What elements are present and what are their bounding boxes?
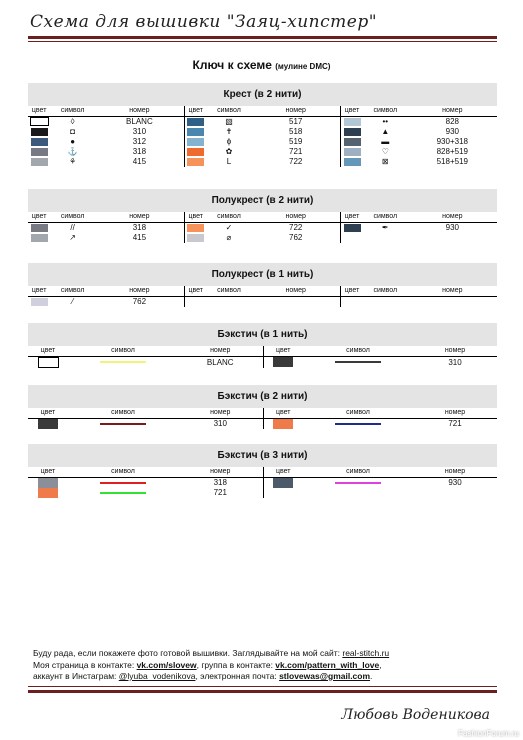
number-cell	[178, 488, 263, 498]
legend-table	[28, 467, 497, 498]
color-cell	[184, 147, 206, 157]
column-header: номер	[178, 346, 263, 357]
stitch-symbol: ▧	[225, 117, 233, 126]
number-cell	[251, 147, 340, 157]
column-header: номер	[408, 212, 497, 223]
legend-table	[28, 346, 497, 368]
number-cell	[408, 127, 497, 137]
dmc-number: 415	[132, 157, 147, 166]
header-rule-thin	[28, 41, 497, 42]
dmc-number: 762	[132, 297, 147, 306]
color-cell	[263, 357, 303, 369]
color-cell	[184, 297, 206, 308]
legend-row	[28, 157, 497, 167]
dmc-number: 519	[289, 137, 303, 146]
key-title	[0, 58, 523, 72]
stitch-symbol: ✿	[225, 147, 233, 156]
number-cell	[95, 117, 184, 128]
legend-row	[28, 357, 497, 369]
backstitch-line	[100, 361, 146, 363]
column-header: номер	[408, 106, 497, 117]
symbol-cell	[50, 117, 95, 128]
column-header: символ	[207, 106, 252, 117]
number-cell	[408, 137, 497, 147]
symbol-cell	[363, 223, 408, 234]
symbol-cell	[363, 147, 408, 157]
dmc-number: 828	[445, 117, 459, 126]
backstitch-line	[335, 361, 381, 363]
dmc-number: 721	[289, 147, 303, 156]
backstitch-line	[100, 482, 146, 484]
color-swatch	[31, 158, 48, 166]
color-swatch	[187, 158, 204, 166]
color-cell	[184, 157, 206, 167]
color-cell	[341, 223, 363, 234]
stitch-symbol: ♡	[381, 147, 389, 156]
color-cell	[28, 127, 50, 137]
color-cell	[341, 297, 363, 308]
column-header: цвет	[341, 106, 363, 117]
legend-row	[28, 127, 497, 137]
dmc-number: 518	[289, 127, 303, 136]
column-header: символ	[303, 346, 413, 357]
color-swatch	[30, 117, 49, 126]
stitch-symbol: ⊠	[381, 157, 389, 166]
section-backstitch-2	[28, 385, 497, 429]
dmc-number: 930	[445, 223, 459, 232]
dmc-number: 517	[289, 117, 303, 126]
symbol-cell	[50, 147, 95, 157]
color-swatch	[187, 224, 204, 232]
section-backstitch-1	[28, 323, 497, 368]
dmc-number: 721	[448, 419, 462, 429]
color-cell	[184, 233, 206, 243]
dmc-number: 318	[132, 147, 147, 156]
number-cell	[413, 419, 497, 430]
color-cell	[28, 297, 50, 308]
column-header: цвет	[263, 346, 303, 357]
legend-table	[28, 106, 497, 167]
color-swatch	[38, 478, 58, 488]
color-swatch	[344, 148, 361, 156]
number-cell	[95, 137, 184, 147]
color-swatch	[187, 234, 204, 242]
symbol-cell	[207, 223, 252, 234]
color-cell	[184, 127, 206, 137]
dmc-number: 930	[448, 478, 462, 488]
column-header: цвет	[28, 212, 50, 223]
color-swatch	[187, 138, 204, 146]
color-cell	[28, 223, 50, 234]
number-cell	[408, 147, 497, 157]
stitch-symbol: ⌀	[226, 233, 232, 242]
symbol-cell	[363, 137, 408, 147]
stitch-symbol: ⚘	[69, 157, 77, 166]
number-cell	[251, 157, 340, 167]
column-header: номер	[251, 106, 340, 117]
symbol-cell	[207, 233, 252, 243]
legend-row	[28, 117, 497, 128]
stitch-symbol: ▬	[381, 137, 390, 146]
column-header: цвет	[28, 106, 50, 117]
document-title: Схема для вышивки "Заяц-хипстер"	[30, 12, 378, 32]
stitch-symbol: ɸ	[226, 137, 232, 146]
column-header: номер	[251, 286, 340, 297]
column-header: цвет	[28, 286, 50, 297]
symbol-cell	[303, 478, 413, 489]
number-cell	[413, 357, 497, 369]
color-cell	[341, 147, 363, 157]
watermark: FashionForum.ru	[458, 729, 519, 738]
email-link[interactable]: stlovewas@gmail.com	[279, 671, 371, 681]
color-swatch	[38, 419, 58, 429]
section-title: Полукрест (в 1 нить)	[28, 263, 497, 286]
number-cell	[408, 223, 497, 234]
color-cell	[28, 233, 50, 243]
section-title: Бэкстич (в 2 нити)	[28, 385, 497, 408]
symbol-cell	[68, 419, 178, 430]
site-link[interactable]: real-stitch.ru	[342, 648, 390, 658]
section-backstitch-3	[28, 444, 497, 498]
column-header: номер	[178, 408, 263, 419]
dmc-number: 762	[289, 233, 303, 242]
color-cell	[263, 478, 303, 489]
column-header: цвет	[341, 212, 363, 223]
number-cell	[95, 233, 184, 243]
backstitch-line	[335, 423, 381, 425]
color-cell	[28, 137, 50, 147]
number-cell	[95, 157, 184, 167]
symbol-cell	[68, 357, 178, 369]
color-cell	[184, 137, 206, 147]
color-cell	[263, 488, 303, 498]
symbol-cell	[50, 233, 95, 243]
color-cell	[341, 137, 363, 147]
color-cell	[263, 419, 303, 430]
backstitch-line	[335, 482, 381, 484]
number-cell	[251, 233, 340, 243]
column-header: символ	[50, 286, 95, 297]
symbol-cell	[68, 488, 178, 498]
dmc-number: 930	[445, 127, 459, 136]
footer-line-1: Буду рада, если покажете фото готовой вышивки. Заглядывайте на мой сайт: real-stitch.ru	[33, 648, 390, 658]
color-swatch	[187, 148, 204, 156]
color-cell	[28, 478, 68, 489]
symbol-cell	[207, 137, 252, 147]
dmc-number: 930+318	[436, 137, 468, 146]
symbol-cell	[50, 137, 95, 147]
legend-row	[28, 147, 497, 157]
dmc-number: 721	[213, 488, 227, 498]
color-cell	[28, 157, 50, 167]
legend-row	[28, 488, 497, 498]
dmc-number: 312	[132, 137, 147, 146]
stitch-symbol: L	[226, 157, 232, 166]
stitch-symbol: ✒	[381, 223, 389, 232]
header-rule	[28, 36, 497, 39]
footer-text	[33, 648, 389, 683]
column-header: символ	[207, 212, 252, 223]
stitch-symbol: ▲	[381, 127, 390, 136]
symbol-cell	[50, 127, 95, 137]
dmc-number: 722	[289, 157, 303, 166]
color-cell	[341, 233, 363, 243]
dmc-number: 318	[213, 478, 227, 488]
number-cell	[408, 233, 497, 243]
symbol-cell	[303, 419, 413, 430]
color-swatch	[273, 478, 293, 488]
symbol-cell	[363, 233, 408, 243]
section-title: Бэкстич (в 3 нити)	[28, 444, 497, 467]
color-swatch	[38, 488, 58, 498]
section-title: Полукрест (в 2 нити)	[28, 189, 497, 212]
dmc-number: 828+519	[436, 147, 468, 156]
vk-group-link[interactable]: vk.com/pattern_with_love	[275, 659, 380, 670]
backstitch-line	[100, 492, 146, 494]
column-header: номер	[408, 286, 497, 297]
dmc-number: 722	[289, 223, 303, 232]
legend-row	[28, 137, 497, 147]
symbol-cell	[303, 488, 413, 498]
instagram-link[interactable]: @lyuba_vodenikova	[118, 671, 196, 681]
column-header: номер	[413, 346, 497, 357]
symbol-cell	[207, 127, 252, 137]
footer-line-2: Моя страница в контакте: vk.com/slovew, группа в контакте: vk.com/pattern_with_love,	[33, 659, 382, 670]
column-header: цвет	[263, 408, 303, 419]
color-cell	[28, 117, 50, 128]
number-cell	[178, 419, 263, 430]
column-header: символ	[68, 408, 178, 419]
column-header: символ	[363, 106, 408, 117]
color-swatch	[187, 118, 204, 126]
footer-rule-thin	[28, 686, 497, 687]
color-swatch	[344, 118, 361, 126]
stitch-symbol: ⚓	[67, 147, 78, 156]
number-cell	[95, 297, 184, 308]
column-header: цвет	[263, 467, 303, 478]
legend-row	[28, 223, 497, 234]
column-header: номер	[413, 467, 497, 478]
number-cell	[251, 137, 340, 147]
symbol-cell	[363, 117, 408, 128]
color-cell	[184, 117, 206, 128]
column-header: номер	[95, 106, 184, 117]
number-cell	[408, 117, 497, 128]
dmc-number: 415	[132, 233, 147, 242]
column-header: символ	[68, 346, 178, 357]
number-cell	[408, 297, 497, 308]
column-header: цвет	[28, 408, 68, 419]
column-header: символ	[50, 106, 95, 117]
section-cross-2	[28, 83, 497, 167]
number-cell	[251, 297, 340, 308]
number-cell	[95, 223, 184, 234]
number-cell	[95, 147, 184, 157]
number-cell	[408, 157, 497, 167]
section-half-1	[28, 263, 497, 307]
column-header: номер	[178, 467, 263, 478]
color-cell	[28, 357, 68, 369]
number-cell	[95, 127, 184, 137]
symbol-cell	[207, 297, 252, 308]
dmc-number: 310	[213, 419, 227, 429]
color-swatch	[187, 128, 204, 136]
section-title: Крест (в 2 нити)	[28, 83, 497, 106]
number-cell	[178, 478, 263, 489]
color-swatch	[273, 419, 293, 429]
stitch-symbol: ••	[382, 117, 389, 126]
number-cell	[413, 478, 497, 489]
section-title: Бэкстич (в 1 нить)	[28, 323, 497, 346]
color-swatch	[31, 148, 48, 156]
column-header: цвет	[28, 346, 68, 357]
section-half-2	[28, 189, 497, 243]
stitch-symbol: ◊	[70, 117, 75, 126]
legend-table	[28, 408, 497, 429]
symbol-cell	[363, 297, 408, 308]
key-subtitle: (мулине DMC)	[275, 62, 331, 71]
symbol-cell	[50, 157, 95, 167]
vk-page-link[interactable]: vk.com/slovew	[136, 659, 197, 670]
legend-table	[28, 212, 497, 243]
number-cell	[251, 223, 340, 234]
column-header: символ	[207, 286, 252, 297]
color-swatch	[31, 138, 48, 146]
column-header: символ	[50, 212, 95, 223]
number-cell	[178, 357, 263, 369]
column-header: цвет	[184, 286, 206, 297]
color-cell	[341, 127, 363, 137]
symbol-cell	[207, 157, 252, 167]
legend-table	[28, 286, 497, 307]
stitch-symbol: ✝	[225, 127, 233, 136]
color-swatch	[344, 224, 361, 232]
stitch-symbol: ◘	[70, 127, 76, 136]
color-swatch	[344, 138, 361, 146]
symbol-cell	[50, 223, 95, 234]
column-header: символ	[68, 467, 178, 478]
column-header: цвет	[184, 106, 206, 117]
color-swatch	[344, 158, 361, 166]
color-cell	[341, 157, 363, 167]
column-header: символ	[363, 286, 408, 297]
color-cell	[28, 419, 68, 430]
symbol-cell	[50, 297, 95, 308]
color-swatch	[31, 128, 48, 136]
color-swatch	[273, 357, 293, 367]
color-swatch	[344, 128, 361, 136]
stitch-symbol: ✓	[225, 223, 233, 232]
column-header: цвет	[184, 212, 206, 223]
color-cell	[28, 488, 68, 498]
dmc-number: 310	[132, 127, 147, 136]
color-swatch	[31, 224, 48, 232]
legend-row	[28, 419, 497, 430]
column-header: номер	[413, 408, 497, 419]
color-cell	[184, 223, 206, 234]
backstitch-line	[100, 423, 146, 425]
color-cell	[28, 147, 50, 157]
legend-row	[28, 233, 497, 243]
column-header: цвет	[341, 286, 363, 297]
symbol-cell	[363, 127, 408, 137]
stitch-symbol: ↗	[69, 233, 76, 242]
column-header: символ	[303, 408, 413, 419]
symbol-cell	[303, 357, 413, 369]
key-title-text: Ключ к схеме	[192, 58, 272, 72]
symbol-cell	[207, 117, 252, 128]
number-cell	[251, 117, 340, 128]
dmc-number: BLANC	[206, 357, 234, 367]
stitch-symbol: ⁄	[71, 297, 74, 306]
color-swatch	[38, 357, 59, 368]
column-header: номер	[95, 212, 184, 223]
stitch-symbol: //	[70, 223, 75, 232]
dmc-number: 518+519	[436, 157, 468, 166]
dmc-number: 310	[448, 357, 462, 367]
column-header: номер	[95, 286, 184, 297]
color-swatch	[31, 234, 48, 242]
symbol-cell	[207, 147, 252, 157]
footer-line-3: аккаунт в Инстаграм: @lyuba_vodenikova, электронная почта: stlovewas@gmail.com.	[33, 671, 373, 681]
symbol-cell	[68, 478, 178, 489]
column-header: символ	[303, 467, 413, 478]
color-cell	[341, 117, 363, 128]
dmc-number: 318	[132, 223, 147, 232]
dmc-number: BLANC	[126, 117, 153, 126]
color-swatch	[31, 298, 48, 306]
legend-row	[28, 297, 497, 308]
number-cell	[251, 127, 340, 137]
number-cell	[413, 488, 497, 498]
symbol-cell	[363, 157, 408, 167]
column-header: цвет	[28, 467, 68, 478]
column-header: номер	[251, 212, 340, 223]
signature: Любовь Воденикова	[341, 707, 490, 723]
legend-row	[28, 478, 497, 489]
stitch-symbol: ●	[70, 137, 76, 146]
column-header: символ	[363, 212, 408, 223]
footer-rule	[28, 690, 497, 693]
